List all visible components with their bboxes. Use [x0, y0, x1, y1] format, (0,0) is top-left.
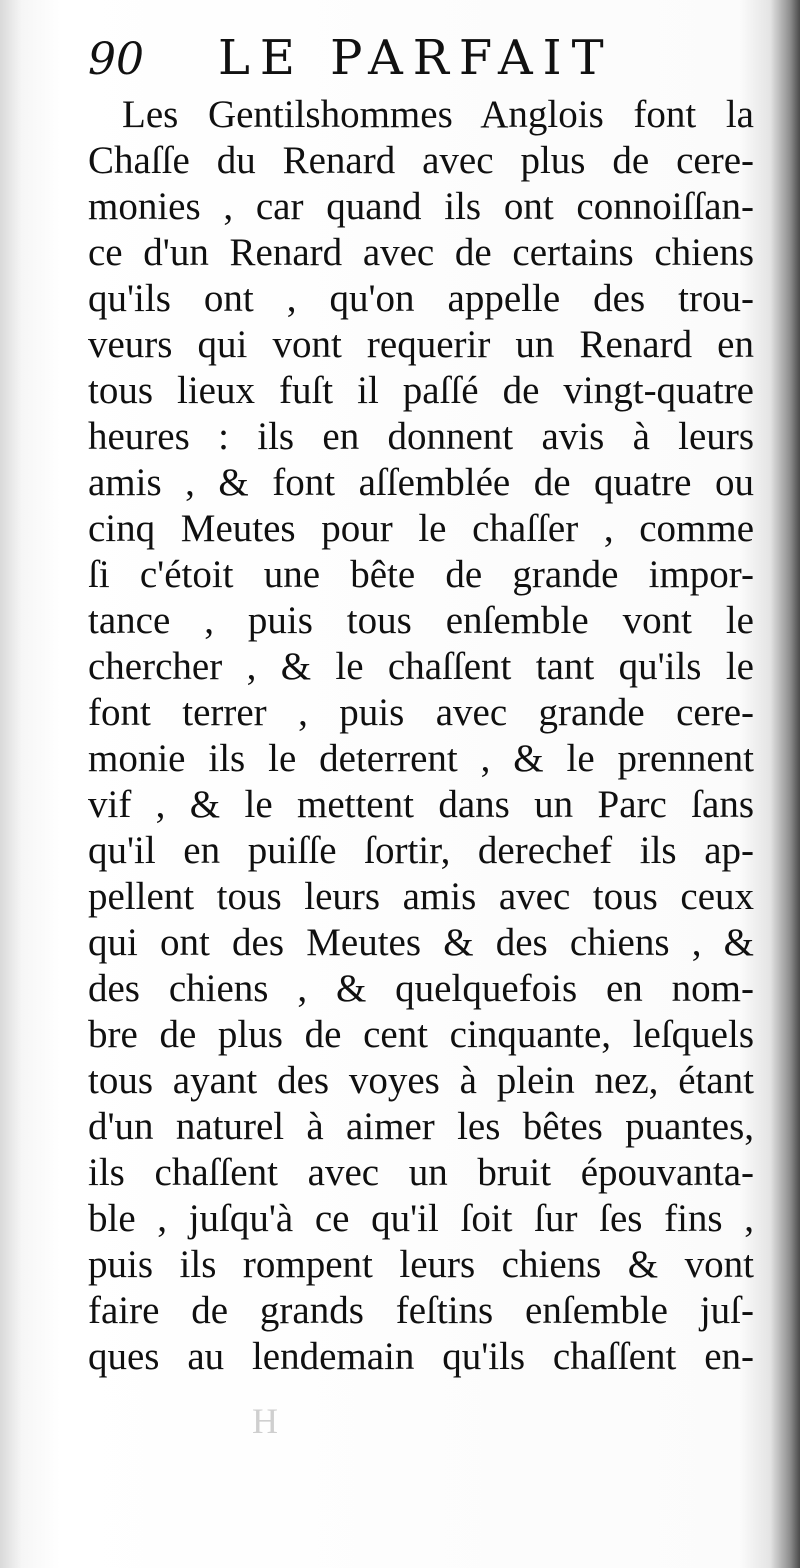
text-line: des chiens , & quelquefois en nom- [88, 967, 754, 1010]
text-line: qui ont des Meutes & des chiens , & [88, 921, 754, 964]
text-line: cinq Meutes pour le chaſſer , comme [88, 507, 754, 550]
text-line: d'un naturel à aimer les bêtes puantes, [88, 1105, 754, 1148]
text-line: Les Gentilshommes Anglois font la [122, 93, 754, 136]
page-header [88, 28, 728, 88]
text-line: amis , & font aſſemblée de quatre ou [88, 461, 754, 504]
text-line: vif , & le mettent dans un Parc ſans [88, 783, 754, 826]
text-line: ſi c'étoit une bête de grande impor- [88, 553, 754, 596]
text-line: monie ils le deterrent , & le prennent [88, 737, 754, 780]
text-line: chercher , & le chaſſent tant qu'ils le [88, 645, 754, 688]
text-line: font terrer , puis avec grande cere- [88, 691, 754, 734]
text-line: pellent tous leurs amis avec tous ceux [88, 875, 754, 918]
text-line: qu'ils ont , qu'on appelle des trou- [88, 277, 754, 320]
text-line: ble , juſqu'à ce qu'il ſoit ſur ſes fins , [88, 1197, 754, 1240]
text-line: faire de grands feſtins enſemble juſ- [88, 1289, 754, 1332]
text-line: ques au lendemain qu'ils chaſſent en- [88, 1335, 754, 1378]
text-line: Chaſſe du Renard avec plus de cere- [88, 139, 754, 182]
text-line: veurs qui vont requerir un Renard en [88, 323, 754, 366]
text-line: heures : ils en donnent avis à leurs [88, 415, 754, 458]
text-line: tous ayant des voyes à plein nez, étant [88, 1059, 754, 1102]
running-title: LE PARFAIT [218, 30, 614, 86]
page-number: 90 [88, 34, 144, 85]
signature-mark: H [252, 1401, 278, 1441]
body-text [88, 92, 754, 1380]
text-line: ce d'un Renard avec de certains chiens [88, 231, 754, 274]
text-line: qu'il en puiſſe ſortir, derechef ils ap- [88, 829, 754, 872]
text-line: tance , puis tous enſemble vont le [88, 599, 754, 642]
text-line: monies , car quand ils ont connoiſſan- [88, 185, 754, 228]
text-line: ils chaſſent avec un bruit épouvanta- [88, 1151, 754, 1194]
text-line: puis ils rompent leurs chiens & vont [88, 1243, 754, 1286]
text-line: bre de plus de cent cinquante, leſquels [88, 1013, 754, 1056]
text-line: tous lieux fuſt il paſſé de vingt-quatre [88, 369, 754, 412]
